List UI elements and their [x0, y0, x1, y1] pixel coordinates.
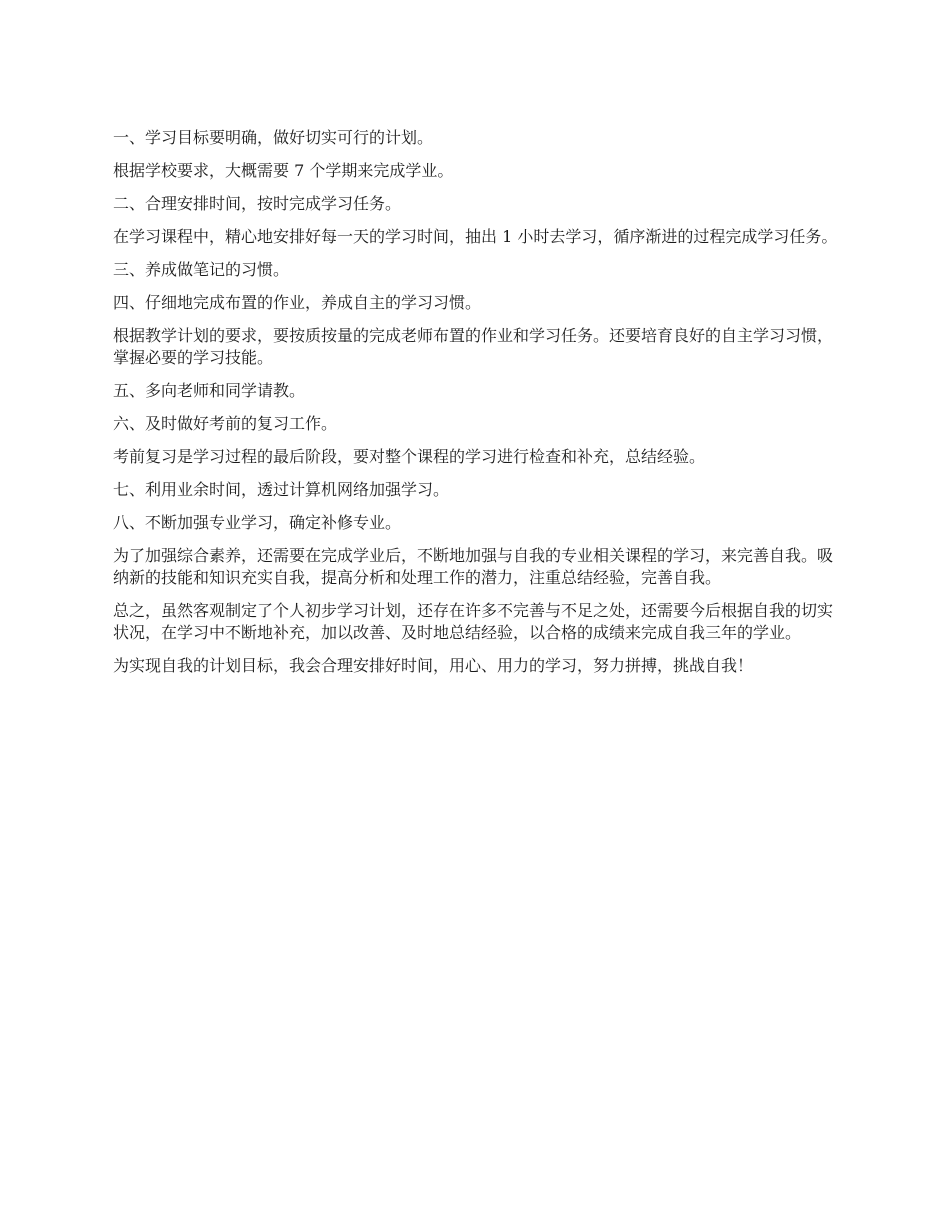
- paragraph-conclusion: 为实现自我的计划目标，我会合理安排好时间，用心、用力的学习，努力拼搏，挑战自我！: [113, 656, 754, 675]
- paragraph-major-heading: 八、不断加强专业学习，确定补修专业。: [113, 513, 402, 532]
- paragraph-major-body: 为了加强综合素养，还需要在完成学业后，不断地加强与自我的专业相关课程的学习，来完善自我。吸纳新的技能和知识充实自我，提高分析和处理工作的潜力，注重总结经验，完善自我。: [113, 546, 834, 587]
- paragraph-time-body: 在学习课程中，精心地安排好每一天的学习时间，抽出 1 小时去学习，循序渐进的过程完成学习任务。: [113, 227, 838, 246]
- paragraph-summary: 总之，虽然客观制定了个人初步学习计划，还存在许多不完善与不足之处，还需要今后根据自我的切实状况，在学习中不断地补充，加以改善、及时地总结经验，以合格的成绩来完成自我三年的学业。: [113, 601, 834, 642]
- paragraph-notes-heading: 三、养成做笔记的习惯。: [113, 260, 290, 279]
- paragraph-homework-heading: 四、仔细地完成布置的作业，养成自主的学习习惯。: [113, 293, 482, 312]
- paragraph-ask-heading: 五、多向老师和同学请教。: [113, 381, 306, 400]
- paragraph-review-body: 考前复习是学习过程的最后阶段，要对整个课程的学习进行检查和补充，总结经验。: [113, 447, 706, 466]
- paragraph-goal-body: 根据学校要求，大概需要 7 个学期来完成学业。: [113, 161, 454, 180]
- paragraph-goal-heading: 一、学习目标要明确，做好切实可行的计划。: [113, 128, 434, 147]
- paragraph-homework-body: 根据教学计划的要求，要按质按量的完成老师布置的作业和学习任务。还要培育良好的自主学习习惯，掌握必要的学习技能。: [113, 326, 834, 367]
- paragraph-review-heading: 六、及时做好考前的复习工作。: [113, 414, 338, 433]
- paragraph-time-heading: 二、合理安排时间，按时完成学习任务。: [113, 194, 402, 213]
- paragraph-network-heading: 七、利用业余时间，透过计算机网络加强学习。: [113, 480, 450, 499]
